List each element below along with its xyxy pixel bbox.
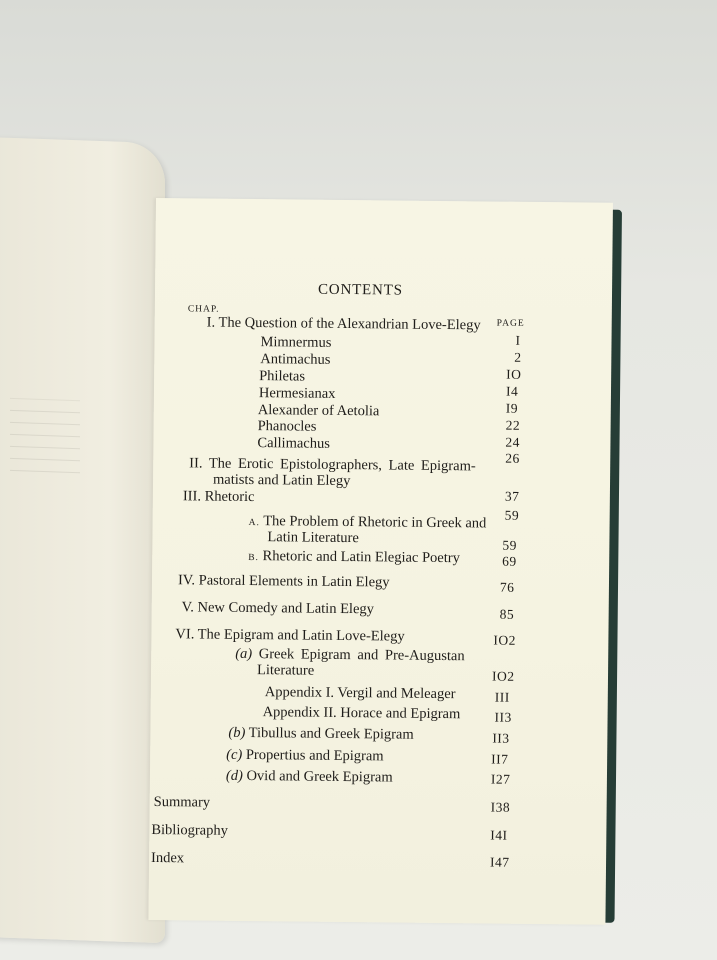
toc-entry-text: Ovid and Greek Epigram xyxy=(246,767,393,786)
chap-label: CHAP. xyxy=(187,304,220,315)
toc-entry: Bibliography xyxy=(151,821,228,839)
page-number: I4I xyxy=(490,827,508,843)
toc-entry: Alexander of Aetolia xyxy=(257,402,380,420)
toc-entry: V. New Comedy and Latin Elegy xyxy=(181,599,375,618)
page-number: I4 xyxy=(505,383,519,399)
page-number: I27 xyxy=(490,771,511,787)
page-number: I38 xyxy=(490,799,511,815)
page-number: IO2 xyxy=(491,668,515,684)
page-number: IO2 xyxy=(493,632,516,648)
toc-entry-text: Rhetoric and Latin Elegiac Poetry xyxy=(262,548,460,567)
page-number: 22 xyxy=(505,417,521,433)
toc-entry: Hermesianax xyxy=(258,385,336,402)
toc-entry-text: Propertius and Epigram xyxy=(245,746,384,765)
toc-entry xyxy=(226,747,384,766)
toc-entry: Callimachus xyxy=(257,435,331,452)
toc-entry: Appendix II. Horace and Epigram xyxy=(262,704,461,723)
item-marker: B. xyxy=(248,552,260,564)
toc-entry: I. The Question of the Alexandrian Love-Elegy xyxy=(206,314,481,334)
left-page xyxy=(0,137,165,943)
toc-entry xyxy=(226,768,393,787)
page-number: I9 xyxy=(505,400,519,416)
page-number: 85 xyxy=(499,606,515,622)
toc-entry: matists and Latin Elegy xyxy=(212,471,351,490)
item-marker: (d) xyxy=(225,767,243,784)
item-marker: (a) xyxy=(235,645,253,663)
item-marker: A. xyxy=(248,517,260,529)
page-number: 59 xyxy=(502,537,517,553)
toc-entry: Philetas xyxy=(259,368,306,385)
page-number: II3 xyxy=(492,730,510,746)
page-number: II3 xyxy=(494,709,512,725)
page-number: II7 xyxy=(491,751,509,767)
toc-entry: Summary xyxy=(153,794,211,811)
page-number: 69 xyxy=(502,553,517,569)
toc-entry: Literature xyxy=(256,662,315,679)
show-through-text xyxy=(10,398,80,481)
toc-entry: Index xyxy=(151,849,185,867)
contents-heading: CONTENTS xyxy=(317,281,403,299)
toc-entry: III. Rhetoric xyxy=(182,488,255,506)
page-number: I47 xyxy=(489,854,510,870)
toc-entry: II. The Erotic Epistolographers, Late Epigram- xyxy=(189,455,476,475)
page-label: PAGE xyxy=(496,318,525,329)
toc-entry: Appendix I. Vergil and Meleager xyxy=(264,684,456,703)
page-number: IO xyxy=(506,366,522,382)
toc-entry: Antimachus xyxy=(260,351,331,368)
toc-entry-text: The Problem of Rhetoric in Greek and xyxy=(263,513,487,532)
toc-entry xyxy=(248,548,460,567)
toc-entry: Mimnermus xyxy=(260,334,332,351)
page-number: 26 xyxy=(505,450,520,466)
toc-entry: VI. The Epigram and Latin Love-Elegy xyxy=(175,626,405,645)
item-marker: (c) xyxy=(226,746,243,763)
contents-page xyxy=(148,198,613,925)
toc-entry-text: Greek Epigram and Pre-Augustan xyxy=(258,646,465,665)
toc-entry: IV. Pastoral Elements in Latin Elegy xyxy=(177,572,390,591)
toc-entry xyxy=(228,725,413,744)
toc-entry: Phanocles xyxy=(257,418,317,435)
toc-entry: Latin Literature xyxy=(267,529,359,547)
item-marker: (b) xyxy=(228,724,246,741)
toc-entry-text: Tibullus and Greek Epigram xyxy=(248,725,414,743)
page-number: 59 xyxy=(504,507,520,523)
page-number: I xyxy=(515,332,521,348)
page-number: III xyxy=(494,689,510,705)
page-number: 76 xyxy=(499,579,515,595)
page-number: 37 xyxy=(504,488,520,504)
page-number: 24 xyxy=(505,434,521,450)
page-number: 2 xyxy=(514,349,522,365)
